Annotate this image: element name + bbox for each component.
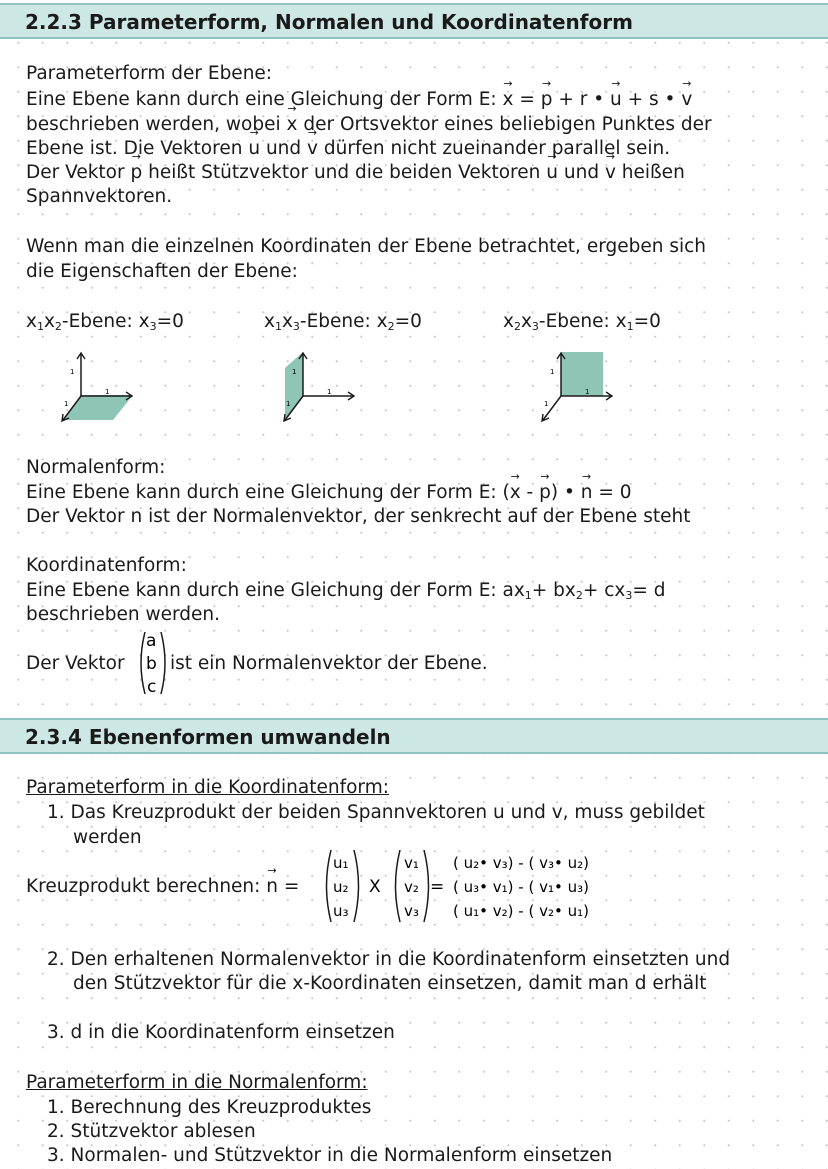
tick-label: 1 — [286, 400, 291, 408]
pn-title: Parameterform in die Normalenform: — [26, 1072, 368, 1093]
left-paren — [141, 632, 145, 694]
vec-entry-c: c — [147, 677, 157, 696]
tick-label: 1 — [544, 400, 549, 408]
plane-plot-x2x3 — [535, 348, 625, 428]
pk-step-2b: den Stützvektor für die x-Koordinaten einsetzen, damit man d erhält — [73, 973, 707, 994]
plane-plot-x1x2 — [55, 348, 145, 428]
result-row-3: ( u₁• v₂) - ( v₂• u₁) — [453, 902, 589, 920]
plane-plot-x1x3 — [277, 348, 367, 428]
kf-title: Koordinatenform: — [26, 555, 187, 576]
tick-label: 1 — [585, 388, 590, 396]
nf-line-2: Der Vektor n ist der Normalenvektor, der senkrecht auf der Ebene steht — [26, 506, 691, 527]
section-header-234 — [0, 718, 828, 754]
tick-label: 1 — [64, 400, 69, 408]
section-title-223: 2.2.3 Parameterform, Normalen und Koordinatenform — [25, 10, 633, 34]
left-paren-u — [327, 850, 332, 922]
ko-line-2: die Eigenschaften der Ebene: — [26, 261, 298, 282]
tick-label: 1 — [70, 368, 75, 376]
section-header-223 — [0, 3, 828, 39]
plane-label-x1x3: $x_1x_3$-Ebene: $x_2=0$ — [264, 311, 422, 333]
plane-fill — [285, 352, 303, 420]
pn-step-3: 3. Normalen- und Stützvektor in die Normalenform einsetzen — [47, 1145, 613, 1166]
pk-step-2a: 2. Den erhaltenen Normalenvektor in die Koordinatenform einsetzten und — [47, 949, 731, 970]
right-paren — [161, 632, 165, 694]
pf-line-1: Eine Ebene kann durch eine Gleichung der Form E: x → = p → + r • u → + s • v → — [26, 89, 692, 110]
pn-step-1: 1. Berechnung des Kreuzproduktes — [47, 1097, 372, 1118]
u-entry-2: u₂ — [333, 878, 349, 896]
kp-label: Kreuzprodukt berechnen: n → = — [26, 876, 299, 897]
kf-line-3a: Der Vektor — [26, 653, 125, 674]
right-paren-u — [354, 850, 359, 922]
tick-label: 1 — [550, 368, 555, 376]
tick-label: 1 — [292, 368, 297, 376]
tick-label: 1 — [105, 388, 110, 396]
left-paren-v — [396, 850, 401, 922]
nf-line-1: Eine Ebene kann durch eine Gleichung der Form E: (x → - p →) • n → = 0 — [26, 482, 632, 503]
v-entry-3: v₃ — [404, 902, 419, 920]
result-row-2: ( u₃• v₁) - ( v₁• u₃) — [453, 878, 589, 896]
pf-line-3: Ebene ist. Die Vektoren u → und v → dürfen nicht zueinander parallel sein. — [26, 138, 670, 159]
plane-label-x1x2: $x_1x_2$-Ebene: $x_3=0$ — [26, 311, 184, 333]
section-title-234: 2.3.4 Ebenenformen umwandeln — [25, 725, 391, 749]
pn-step-2: 2. Stützvektor ablesen — [47, 1121, 256, 1142]
pk-step-3: 3. d in die Koordinatenform einsetzen — [47, 1022, 395, 1043]
v-entry-2: v₂ — [404, 878, 419, 896]
v-entry-1: v₁ — [404, 854, 419, 872]
plane-label-x2x3: $x_2x_3$-Ebene: $x_1=0$ — [503, 311, 661, 333]
right-paren-v — [424, 850, 429, 922]
pk-title: Parameterform in die Koordinatenform: — [26, 777, 389, 798]
cross-product-formula — [322, 848, 622, 924]
nf-title: Normalenform: — [26, 457, 166, 478]
equals-sign: = — [430, 877, 445, 897]
pf-line-5: Spannvektoren. — [26, 186, 173, 207]
pf-title: Parameterform der Ebene: — [26, 63, 273, 84]
pk-step-1b: werden — [73, 827, 142, 848]
ko-line-1: Wenn man die einzelnen Koordinaten der Ebene betrachtet, ergeben sich — [26, 236, 707, 257]
cross-symbol: X — [369, 877, 381, 897]
normal-vector-matrix — [136, 630, 170, 696]
plane-fill — [561, 352, 603, 396]
pf-line-4: Der Vektor p → heißt Stützvektor und die beiden Vektoren u → und v → heißen — [26, 162, 685, 183]
vec-entry-b: b — [146, 654, 157, 674]
pf-line-2: beschrieben werden, wobei x → der Ortsvektor eines beliebigen Punktes der — [26, 114, 712, 135]
kf-line-3b: ist ein Normalenvektor der Ebene. — [170, 653, 488, 674]
u-entry-3: u₃ — [333, 902, 349, 920]
kf-line-1: Eine Ebene kann durch eine Gleichung der Form E: $ax_1+ bx_2+ cx_3= d$ — [26, 580, 666, 602]
plane-fill — [63, 395, 133, 420]
tick-label: 1 — [327, 388, 332, 396]
result-row-1: ( u₂• v₃) - ( v₃• u₂) — [453, 854, 589, 872]
vec-entry-a: a — [146, 631, 157, 651]
u-entry-1: u₁ — [333, 854, 349, 872]
pk-step-1a: 1. Das Kreuzprodukt der beiden Spannvektoren u und v, muss gebildet — [47, 802, 705, 823]
kf-line-2: beschrieben werden. — [26, 604, 221, 625]
